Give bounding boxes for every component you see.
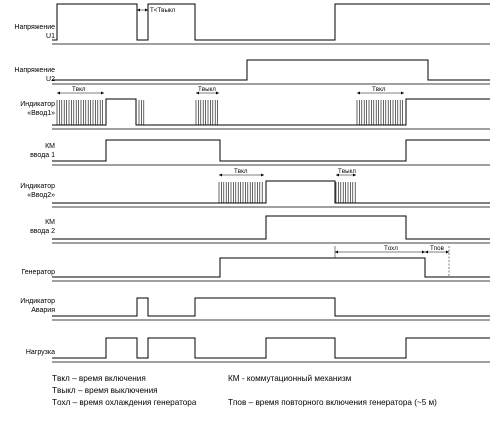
legend-ton: Tвкл – время включения	[52, 374, 146, 383]
legend-tcool: Tохл – время охлаждения генератора	[52, 398, 197, 407]
u1-waveform	[52, 4, 490, 40]
row-label-load: Нагрузка	[25, 349, 55, 356]
km-input2-waveform	[52, 216, 490, 239]
row-label-u1: Напряжение U1	[14, 24, 55, 40]
legend-toff: Tвыкл – время выключения	[52, 386, 158, 395]
generator-waveform	[52, 258, 490, 277]
alarm-indicator-waveform	[52, 298, 490, 316]
u2-waveform	[52, 60, 490, 80]
input1-blink-on-1	[57, 100, 103, 125]
tcool-label: Tохл	[384, 245, 398, 252]
dimension-markers	[57, 9, 449, 278]
row-label-input2-indicator: Индикатор «Ввод2»	[20, 183, 55, 199]
toff-2-label: Tвыкл	[338, 168, 356, 175]
legend-trep: Tпов – время повторного включения генератора (~5 м)	[228, 398, 437, 407]
blinking-pulses	[57, 100, 403, 203]
input1-blink-off-1	[196, 100, 218, 125]
t-less-toff-dimension	[137, 9, 148, 12]
ton-2-label: Tвкл	[234, 168, 248, 175]
legend-km: КМ - коммутационный механизм	[228, 374, 352, 383]
km-input1-waveform	[52, 140, 490, 161]
input2-blink-off	[336, 182, 355, 203]
row-label-input1-indicator: Индикатор «Ввод1»	[20, 101, 55, 117]
input1-blink-short	[139, 100, 144, 125]
ton-1-label: Tвкл	[72, 86, 86, 93]
row-label-u2: Напряжение U2	[14, 67, 55, 83]
t-less-toff-label: T<Tвыкл	[150, 7, 176, 14]
row-label-km-input2: КМ ввода 2	[30, 219, 55, 235]
load-waveform	[52, 338, 490, 358]
input2-indicator-waveform	[52, 181, 490, 203]
ton-3-label: Tвкл	[372, 86, 386, 93]
trep-label: Tпов	[430, 245, 444, 252]
input1-blink-on-2	[357, 100, 403, 125]
toff-1-label: Tвыкл	[198, 86, 216, 93]
tcool-dimension	[335, 251, 425, 254]
row-label-generator: Генератор	[21, 269, 55, 276]
input2-blink-on	[219, 182, 262, 203]
input1-indicator-waveform	[52, 99, 490, 125]
row-label-km-input1: КМ ввода 1	[30, 143, 55, 159]
row-label-alarm-indicator: Индикатор Авария	[20, 298, 55, 314]
signal-waveforms	[52, 4, 490, 358]
